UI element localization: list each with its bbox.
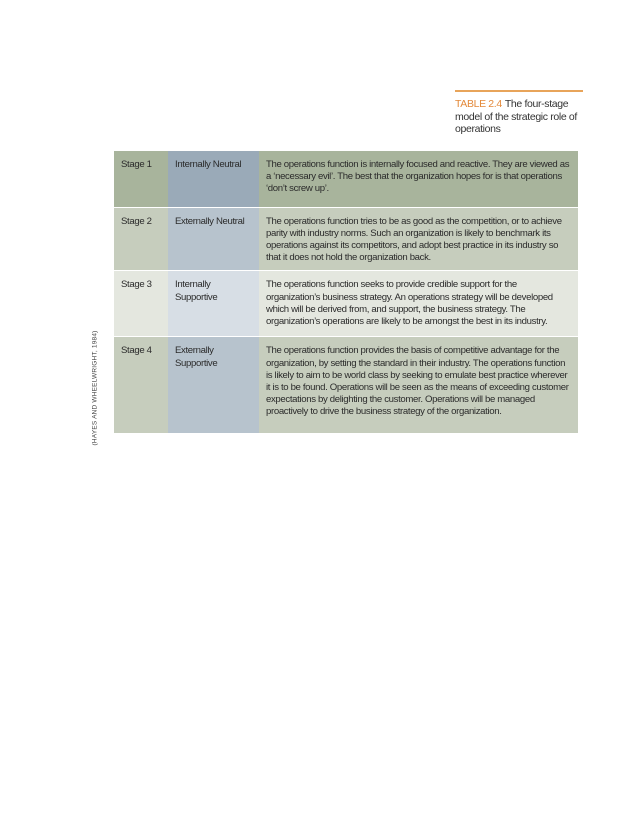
table-row — [114, 151, 578, 207]
caption-title: The four-stage model of the strategic role of operations — [455, 98, 577, 136]
stage-cell: Stage 1 — [114, 151, 168, 207]
caption-accent-rule — [455, 90, 583, 92]
table-row — [114, 271, 578, 337]
table-row — [114, 337, 578, 433]
stage-cell: Stage 2 — [114, 207, 168, 271]
description-cell: The operations function seeks to provide credible support for the organization’s business strategy. An operations strategy will be developed which will be derived from, and support, the business strategy. The organization’s operations are likely to be amongst the best in its industry. — [259, 271, 578, 337]
stage-cell: Stage 3 — [114, 271, 168, 337]
source-citation: (HAYES AND WHEELWRIGHT, 1984) — [91, 330, 99, 446]
stage-cell: Stage 4 — [114, 337, 168, 433]
caption-text — [455, 98, 583, 136]
table-row — [114, 207, 578, 271]
role-cell: Internally Neutral — [168, 151, 259, 207]
description-cell: The operations function provides the basis of competitive advantage for the organization, by setting the standard in their industry. The operations function is likely to aim to be world class by seeking to emulate best practice wherever it is to be found. Operations will be seen as the means of exceeding customer expectations by delighting the customer. Operations will be managed proactively to drive the business strategy of the organization. — [259, 337, 578, 433]
description-cell: The operations function tries to be as good as the competition, or to achieve parity with industry norms. Such an organization is likely to benchmark its operations against its competitors, and adopt best practice in its industry so that it does not hold the organization back. — [259, 207, 578, 271]
four-stage-model-table — [114, 151, 578, 433]
role-cell: Externally Neutral — [168, 207, 259, 271]
role-cell: Externally Supportive — [168, 337, 259, 433]
caption-label: TABLE 2.4 — [455, 98, 502, 110]
role-cell: Internally Supportive — [168, 271, 259, 337]
description-cell: The operations function is internally focused and reactive. They are viewed as a ‘necessary evil’. The best that the organization hopes for is that operations ‘don’t screw up’. — [259, 151, 578, 207]
table-caption — [455, 90, 583, 136]
